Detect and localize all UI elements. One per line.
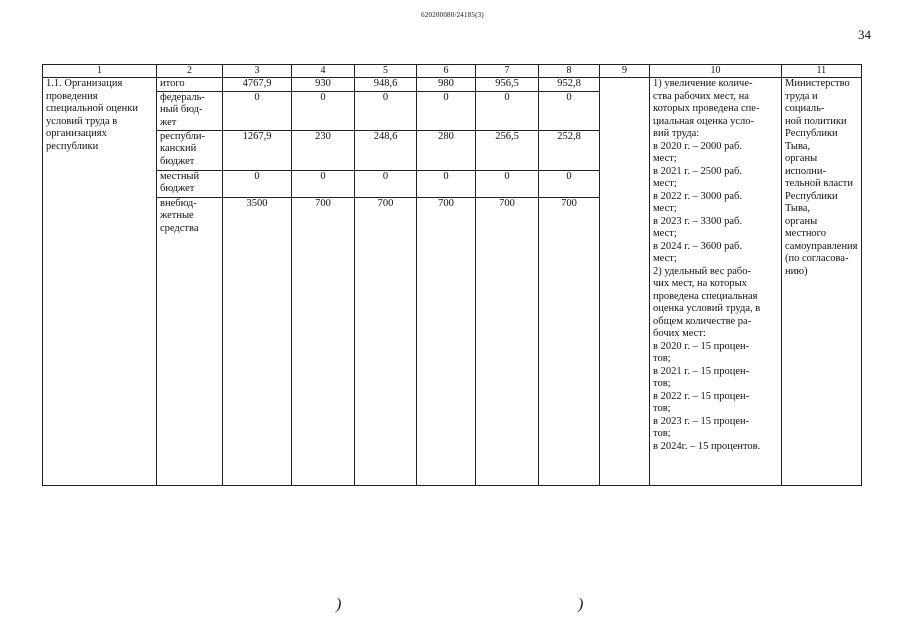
funding-source: республи- канский бюджет xyxy=(157,130,223,170)
value-cell: 700 xyxy=(476,197,539,237)
value-cell: 0 xyxy=(292,170,355,197)
document-id: 620200080/24185(3) xyxy=(421,11,484,19)
value-cell: 0 xyxy=(292,91,355,130)
table-row xyxy=(43,78,862,92)
column-number-row xyxy=(43,65,862,78)
value-cell: 0 xyxy=(417,91,476,130)
value-cell: 700 xyxy=(417,197,476,237)
value-cell: 252,8 xyxy=(539,130,600,170)
funding-source: внебюд- жетные средства xyxy=(157,197,223,237)
value-cell: 0 xyxy=(476,91,539,130)
funding-source: местный бюджет xyxy=(157,170,223,197)
column-number: 7 xyxy=(476,65,539,78)
value-cell: 980 xyxy=(417,78,476,92)
value-cell: 3500 xyxy=(223,197,292,237)
value-cell: 0 xyxy=(223,91,292,130)
column-number: 2 xyxy=(157,65,223,78)
column-number: 6 xyxy=(417,65,476,78)
value-cell: 4767,9 xyxy=(223,78,292,92)
responsible-executors: Министерство труда и социаль- ной политики Республики Тыва, органы исполни- тельной власти Республики Тыва, органы местного самоуправления (по согласова- нию) xyxy=(782,78,862,486)
column-9-cell xyxy=(600,78,650,486)
value-cell: 930 xyxy=(292,78,355,92)
value-cell: 700 xyxy=(292,197,355,237)
value-cell: 956,5 xyxy=(476,78,539,92)
page-mark-left: ) xyxy=(336,596,342,613)
value-cell: 248,6 xyxy=(355,130,417,170)
value-cell: 0 xyxy=(476,170,539,197)
funding-source: итого xyxy=(157,78,223,92)
column-number: 8 xyxy=(539,65,600,78)
value-cell: 700 xyxy=(355,197,417,237)
column-number: 9 xyxy=(600,65,650,78)
column-number: 5 xyxy=(355,65,417,78)
column-number: 1 xyxy=(43,65,157,78)
value-cell: 0 xyxy=(539,170,600,197)
page-mark-right: ) xyxy=(578,596,584,613)
column-number: 11 xyxy=(782,65,862,78)
value-cell: 256,5 xyxy=(476,130,539,170)
column-number: 10 xyxy=(650,65,782,78)
program-table xyxy=(42,64,862,486)
column-number: 4 xyxy=(292,65,355,78)
value-cell: 700 xyxy=(539,197,600,237)
value-cell: 230 xyxy=(292,130,355,170)
expected-results: 1) увеличение количе- ства рабочих мест, на которых проведена спе- циальная оценка усло- вий труда: в 2020 г. – 2000 раб. мест; в 2021 г. – 2500 раб. мест; в 2022 г. – 3000 раб. мест; в 2023 г. – 3300 раб. мест; в 2024 г. – 3600 раб. мест; 2) удельный вес рабо- чих мест, на которых проведена специальная оценка условий труда, в общем количестве ра- бочих мест: в 2020 г. – 15 процен- тов; в 2021 г. – 15 процен- тов; в 2022 г. – 15 процен- тов; в 2023 г. – 15 процен- тов; в 2024г. – 15 процентов. xyxy=(650,78,782,486)
value-cell: 280 xyxy=(417,130,476,170)
activity-name: 1.1. Организация проведения специальной оценки условий труда в организациях республики xyxy=(43,78,157,486)
value-cell: 0 xyxy=(539,91,600,130)
value-cell: 0 xyxy=(417,170,476,197)
column-number: 3 xyxy=(223,65,292,78)
funding-source: федераль- ный бюд- жет xyxy=(157,91,223,130)
value-cell: 952,8 xyxy=(539,78,600,92)
value-cell: 1267,9 xyxy=(223,130,292,170)
value-cell: 0 xyxy=(355,91,417,130)
value-cell: 948,6 xyxy=(355,78,417,92)
value-cell: 0 xyxy=(223,170,292,197)
value-cell: 0 xyxy=(355,170,417,197)
page-number: 34 xyxy=(858,27,871,42)
